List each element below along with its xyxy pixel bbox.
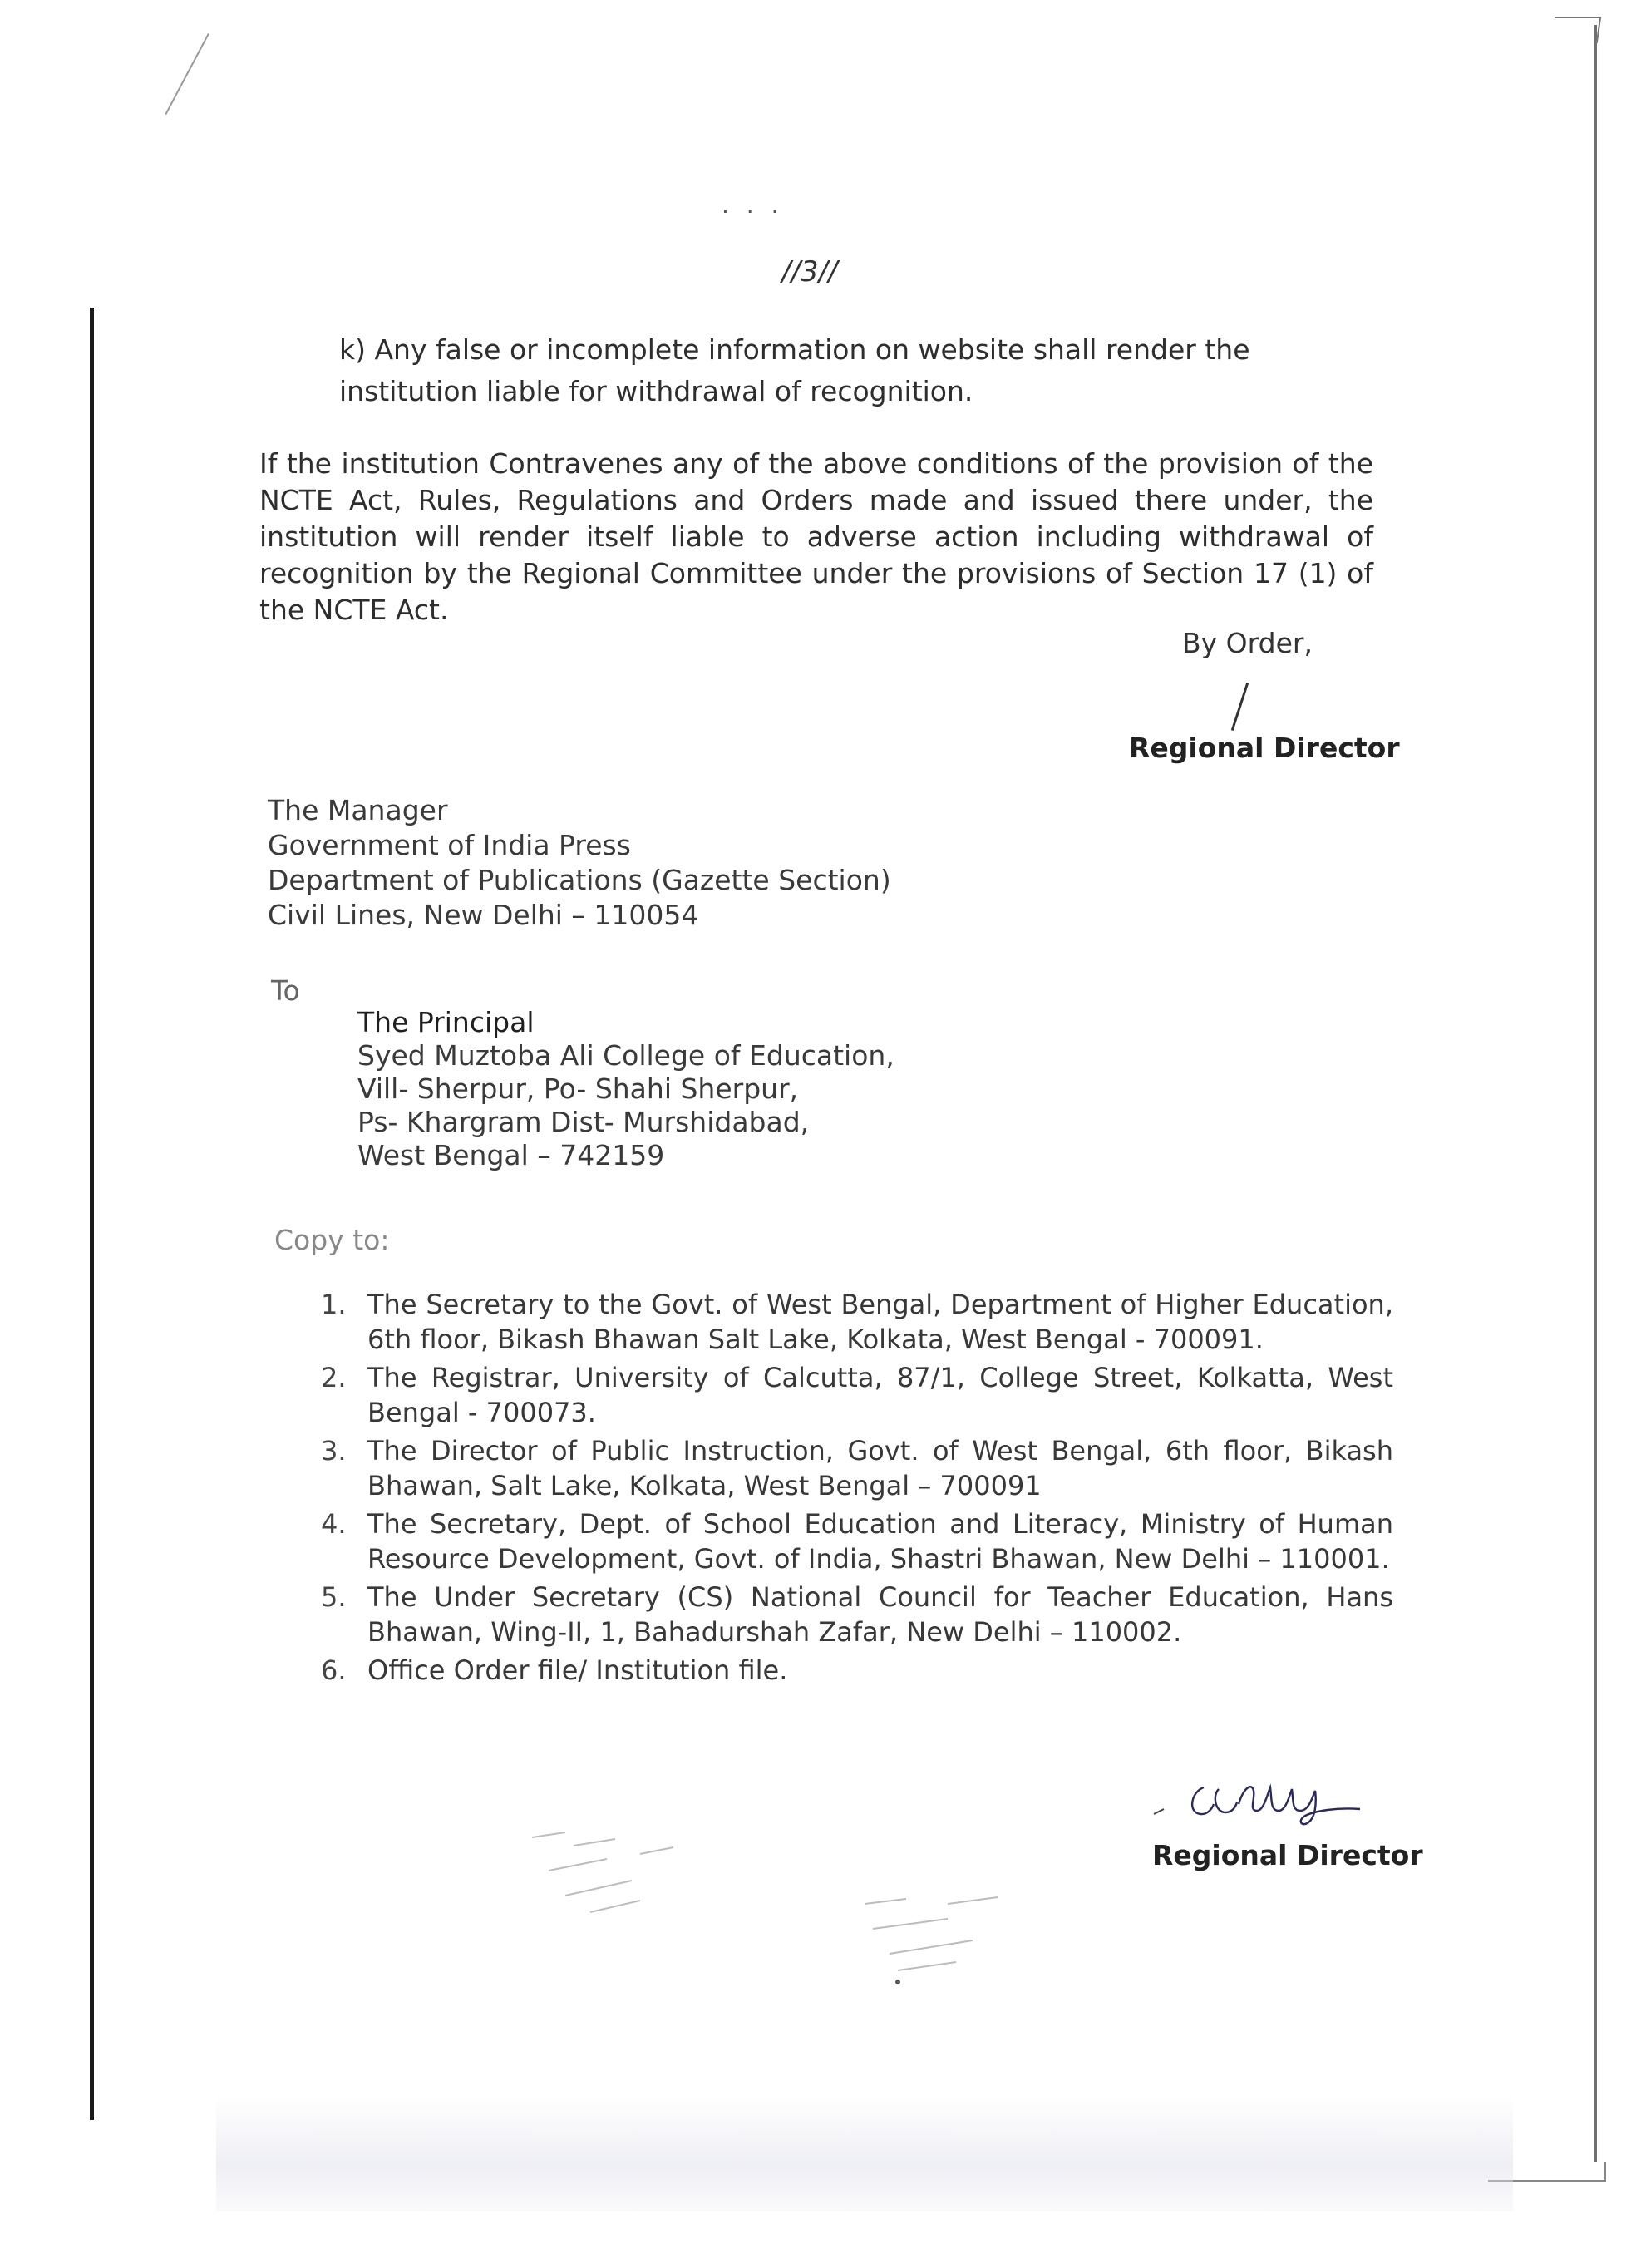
manager-line-3: Department of Publications (Gazette Section)	[268, 864, 891, 896]
scan-edge-left	[90, 308, 94, 2120]
list-item-number: 6.	[321, 1654, 347, 1686]
list-item-text: The Under Secretary (CS) National Council for Teacher Education, Hans Bhawan, Wing-II, 1, Bahadurshah Zafar, New Delhi – 110002.	[367, 1581, 1393, 1648]
copy-to-label: Copy to:	[274, 1224, 390, 1256]
principal-line-3: Vill- Sherpur, Po- Shahi Sherpur,	[357, 1072, 799, 1105]
manager-address-block	[268, 793, 891, 933]
faint-stamp-center	[848, 1879, 1014, 1987]
scan-edge-right	[1594, 25, 1597, 2162]
list-item	[321, 1287, 1393, 1357]
page-number: //3//	[781, 255, 838, 288]
list-item-number: 3.	[321, 1435, 347, 1467]
list-item-number: 4.	[321, 1508, 347, 1540]
list-item-text: The Secretary to the Govt. of West Bengal, Department of Higher Education, 6th floor, Bikash Bhawan Salt Lake, Kolkata, West Bengal - 700091.	[367, 1289, 1393, 1355]
manager-line-1: The Manager	[268, 794, 448, 826]
list-item	[321, 1360, 1393, 1430]
principal-line-4: Ps- Khargram Dist- Murshidabad,	[357, 1106, 810, 1138]
principal-address-block	[357, 1006, 894, 1172]
scan-dots: · · ·	[722, 198, 784, 225]
handwritten-signature	[1146, 1771, 1395, 1829]
principal-line-2: Syed Muztoba Ali College of Education,	[357, 1039, 894, 1072]
list-item-text: The Director of Public Instruction, Govt. of West Bengal, 6th floor, Bikash Bhawan, Salt Lake, Kolkata, West Bengal – 700091	[367, 1435, 1393, 1501]
list-item-text: The Registrar, University of Calcutta, 87/1, College Street, Kolkatta, West Bengal - 700073.	[367, 1362, 1393, 1428]
list-item-text: The Secretary, Dept. of School Education and Literacy, Ministry of Human Resource Development, Govt. of India, Shastri Bhawan, New Delhi – 110001.	[367, 1508, 1393, 1575]
list-item	[321, 1506, 1393, 1576]
list-item-text: Office Order file/ Institution file.	[367, 1654, 788, 1686]
principal-line-5: West Bengal – 742159	[357, 1139, 665, 1171]
list-item-number: 1.	[321, 1289, 347, 1320]
list-item	[321, 1433, 1393, 1503]
regional-director-title-bottom: Regional Director	[1152, 1839, 1423, 1871]
list-item	[321, 1653, 1393, 1688]
regional-director-title-top: Regional Director	[1129, 732, 1400, 764]
manager-line-2: Government of India Press	[268, 829, 631, 861]
faint-stamp-left	[515, 1804, 698, 1929]
manager-line-4: Civil Lines, New Delhi – 110054	[268, 899, 699, 931]
list-item-number: 5.	[321, 1581, 347, 1613]
copy-to-list	[321, 1287, 1393, 1691]
scan-shade	[216, 2095, 1513, 2211]
signature-mark	[1231, 683, 1249, 731]
to-label: To	[271, 974, 300, 1007]
principal-line-1: The Principal	[357, 1006, 535, 1038]
contravention-paragraph: If the institution Contravenes any of the above conditions of the provision of the NCTE Act, Rules, Regulations and Orders made and issued there under, the institution will render itself liable to adverse action including withdrawal of recognition by the Regional Committee under the provisions of Section 17 (1) of the NCTE Act.	[259, 447, 1373, 626]
clause-k: k) Any false or incomplete information on website shall render the institution liable for withdrawal of recognition.	[339, 333, 1250, 407]
scan-corner-mark	[1551, 17, 1601, 43]
list-item-number: 2.	[321, 1362, 347, 1393]
scan-scratch	[165, 33, 209, 115]
by-order-label: By Order,	[1182, 627, 1313, 659]
list-item	[321, 1580, 1393, 1649]
